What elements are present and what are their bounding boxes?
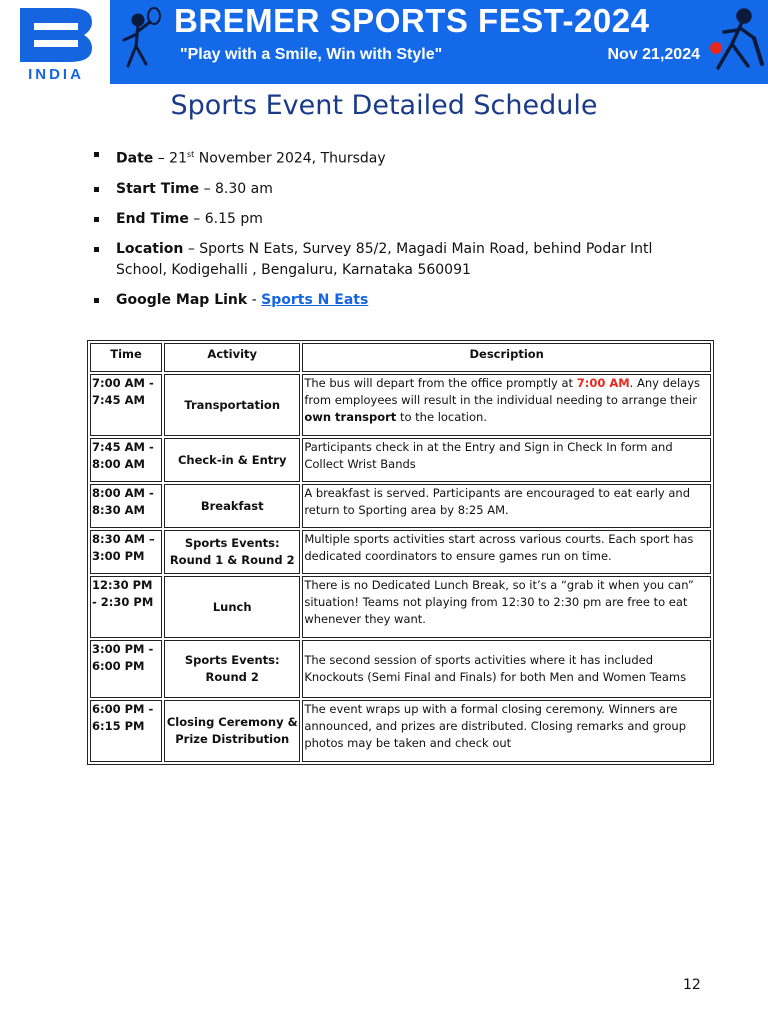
row-activity: Lunch xyxy=(164,576,300,638)
row-time: 12:30 PM - 2:30 PM xyxy=(90,576,162,638)
page-title: Sports Event Detailed Schedule xyxy=(170,90,598,121)
schedule-table xyxy=(87,340,714,765)
info-location xyxy=(92,239,692,281)
table-row xyxy=(90,374,711,436)
logo-b-mark-icon xyxy=(20,8,92,62)
date-suffix: st xyxy=(187,150,195,159)
desc-text: . Any delays from employees will result in the individual needing to arrange their xyxy=(304,376,701,407)
end-time-label: End Time xyxy=(116,210,189,227)
row-time: 3:00 PM - 6:00 PM xyxy=(90,640,162,698)
location-label: Location xyxy=(116,240,184,257)
date-day: 21 xyxy=(169,150,187,167)
google-map-link[interactable]: Sports N Eats xyxy=(261,291,369,308)
row-activity: Transportation xyxy=(164,374,300,436)
desc-text: to the location. xyxy=(396,410,487,424)
table-row xyxy=(90,530,711,574)
row-description: A breakfast is served. Participants are encouraged to eat early and return to Sporting area by 8:25 AM. xyxy=(302,484,711,528)
row-description: Multiple sports activities start across various courts. Each sport has dedicated coordinators to ensure games run on time. xyxy=(302,530,711,574)
info-end-time xyxy=(92,209,692,230)
bullet-icon xyxy=(94,152,99,157)
end-time-value: – 6.15 pm xyxy=(188,210,263,227)
map-separator: - xyxy=(247,291,262,308)
row-activity: Closing Ceremony & Prize Distribution xyxy=(164,700,300,762)
date-separator: – xyxy=(153,150,170,167)
row-activity: Breakfast xyxy=(164,484,300,528)
badminton-player-icon xyxy=(116,6,162,76)
banner-tagline: "Play with a Smile, Win with Style" xyxy=(180,46,443,63)
row-description: There is no Dedicated Lunch Break, so it’s a “grab it when you can” situation! Teams not playing from 12:30 to 2:30 pm are free to eat whenever they want. xyxy=(302,576,711,638)
page-number: 12 xyxy=(683,977,701,993)
row-time: 7:45 AM - 8:00 AM xyxy=(90,438,162,482)
table-row xyxy=(90,576,711,638)
row-activity: Sports Events: Round 1 & Round 2 xyxy=(164,530,300,574)
header-description: Description xyxy=(302,343,711,372)
info-date xyxy=(92,144,692,170)
table-row xyxy=(90,484,711,528)
row-time: 7:00 AM - 7:45 AM xyxy=(90,374,162,436)
table-row xyxy=(90,438,711,482)
logo-text: INDIA xyxy=(28,66,84,83)
map-label: Google Map Link xyxy=(116,291,248,308)
company-logo xyxy=(18,8,94,84)
info-start-time xyxy=(92,179,692,200)
desc-bold: own transport xyxy=(304,410,397,424)
header-time: Time xyxy=(90,343,162,372)
location-value: – Sports N Eats, Survey 85/2, Magadi Main Road, behind Podar Intl School, Kodigehalli , Bengaluru, Karnataka 560091 xyxy=(116,240,653,278)
start-time-label: Start Time xyxy=(116,180,200,197)
banner-date: Nov 21,2024 xyxy=(607,46,700,63)
bullet-icon xyxy=(94,187,99,192)
desc-highlight-time: 7:00 AM xyxy=(576,376,630,390)
start-time-value: – 8.30 am xyxy=(199,180,273,197)
row-activity: Sports Events: Round 2 xyxy=(164,640,300,698)
date-label: Date xyxy=(116,150,154,167)
table-header-row xyxy=(90,343,711,372)
event-info-list xyxy=(92,144,692,320)
table-row xyxy=(90,640,711,698)
header-activity: Activity xyxy=(164,343,300,372)
cricket-player-icon xyxy=(704,4,764,80)
desc-text: The bus will depart from the office promptly at xyxy=(304,376,577,390)
event-banner xyxy=(110,0,768,84)
row-time: 8:30 AM – 3:00 PM xyxy=(90,530,162,574)
row-description: The second session of sports activities where it has included Knockouts (Semi Final and Finals) for both Men and Women Teams xyxy=(302,640,711,698)
table-row xyxy=(90,700,711,762)
row-time: 6:00 PM - 6:15 PM xyxy=(90,700,162,762)
date-value: November 2024, Thursday xyxy=(194,150,386,167)
info-map-link xyxy=(92,290,692,311)
row-activity: Check-in & Entry xyxy=(164,438,300,482)
row-description: The event wraps up with a formal closing ceremony. Winners are announced, and prizes are distributed. Closing remarks and group photos may be taken and check out xyxy=(302,700,711,762)
row-description xyxy=(302,374,711,436)
bullet-icon xyxy=(94,247,99,252)
bullet-icon xyxy=(94,217,99,222)
row-time: 8:00 AM - 8:30 AM xyxy=(90,484,162,528)
row-description: Participants check in at the Entry and Sign in Check In form and Collect Wrist Bands xyxy=(302,438,711,482)
bullet-icon xyxy=(94,298,99,303)
banner-title: BREMER SPORTS FEST-2024 xyxy=(174,2,650,39)
